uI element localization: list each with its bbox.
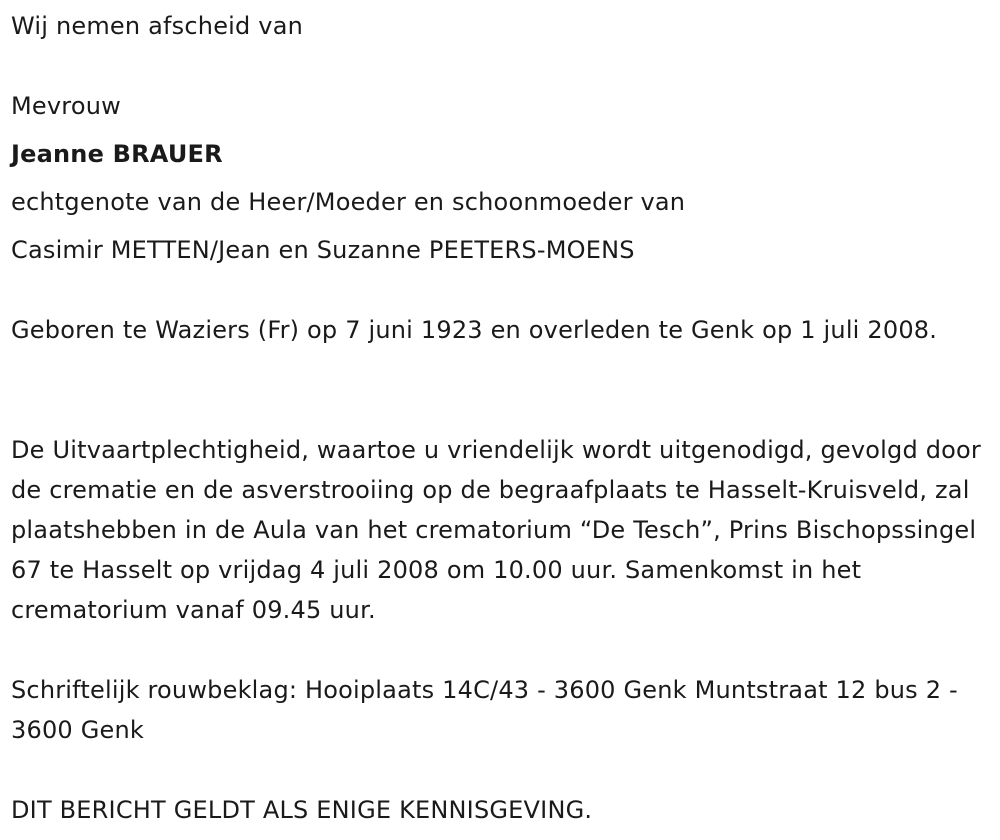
closing-notice: DIT BERICHT GELDT ALS ENIGE KENNISGEVING. (11, 796, 593, 824)
relation-line-2: Casimir METTEN/Jean en Suzanne PEETERS-MOENS (11, 236, 635, 264)
funeral-paragraph: De Uitvaartplechtigheid, waartoe u vriendelijk wordt uitgenodigd, gevolgd door de crematie en de asverstrooiing op de begraafplaats te Hasselt-Kruisveld, zal plaatshebben in de Aula van het crematorium “De Tesch”, Prins Bischopssingel 67 te Hasselt op vrijdag 4 juli 2008 om 10.00 uur. Samenkomst in het crematorium vanaf 09.45 uur. (11, 436, 981, 624)
honorific: Mevrouw (11, 92, 121, 120)
condolence-paragraph: Schriftelijk rouwbeklag: Hooiplaats 14C/43 - 3600 Genk Muntstraat 12 bus 2 - 3600 Genk (11, 676, 958, 744)
deceased-name: Jeanne BRAUER (11, 140, 223, 168)
intro-line: Wij nemen afscheid van (11, 12, 304, 40)
relation-line-1: echtgenote van de Heer/Moeder en schoonmoeder van (11, 188, 686, 216)
birth-death-paragraph: Geboren te Waziers (Fr) op 7 juni 1923 en overleden te Genk op 1 juli 2008. (11, 316, 938, 344)
